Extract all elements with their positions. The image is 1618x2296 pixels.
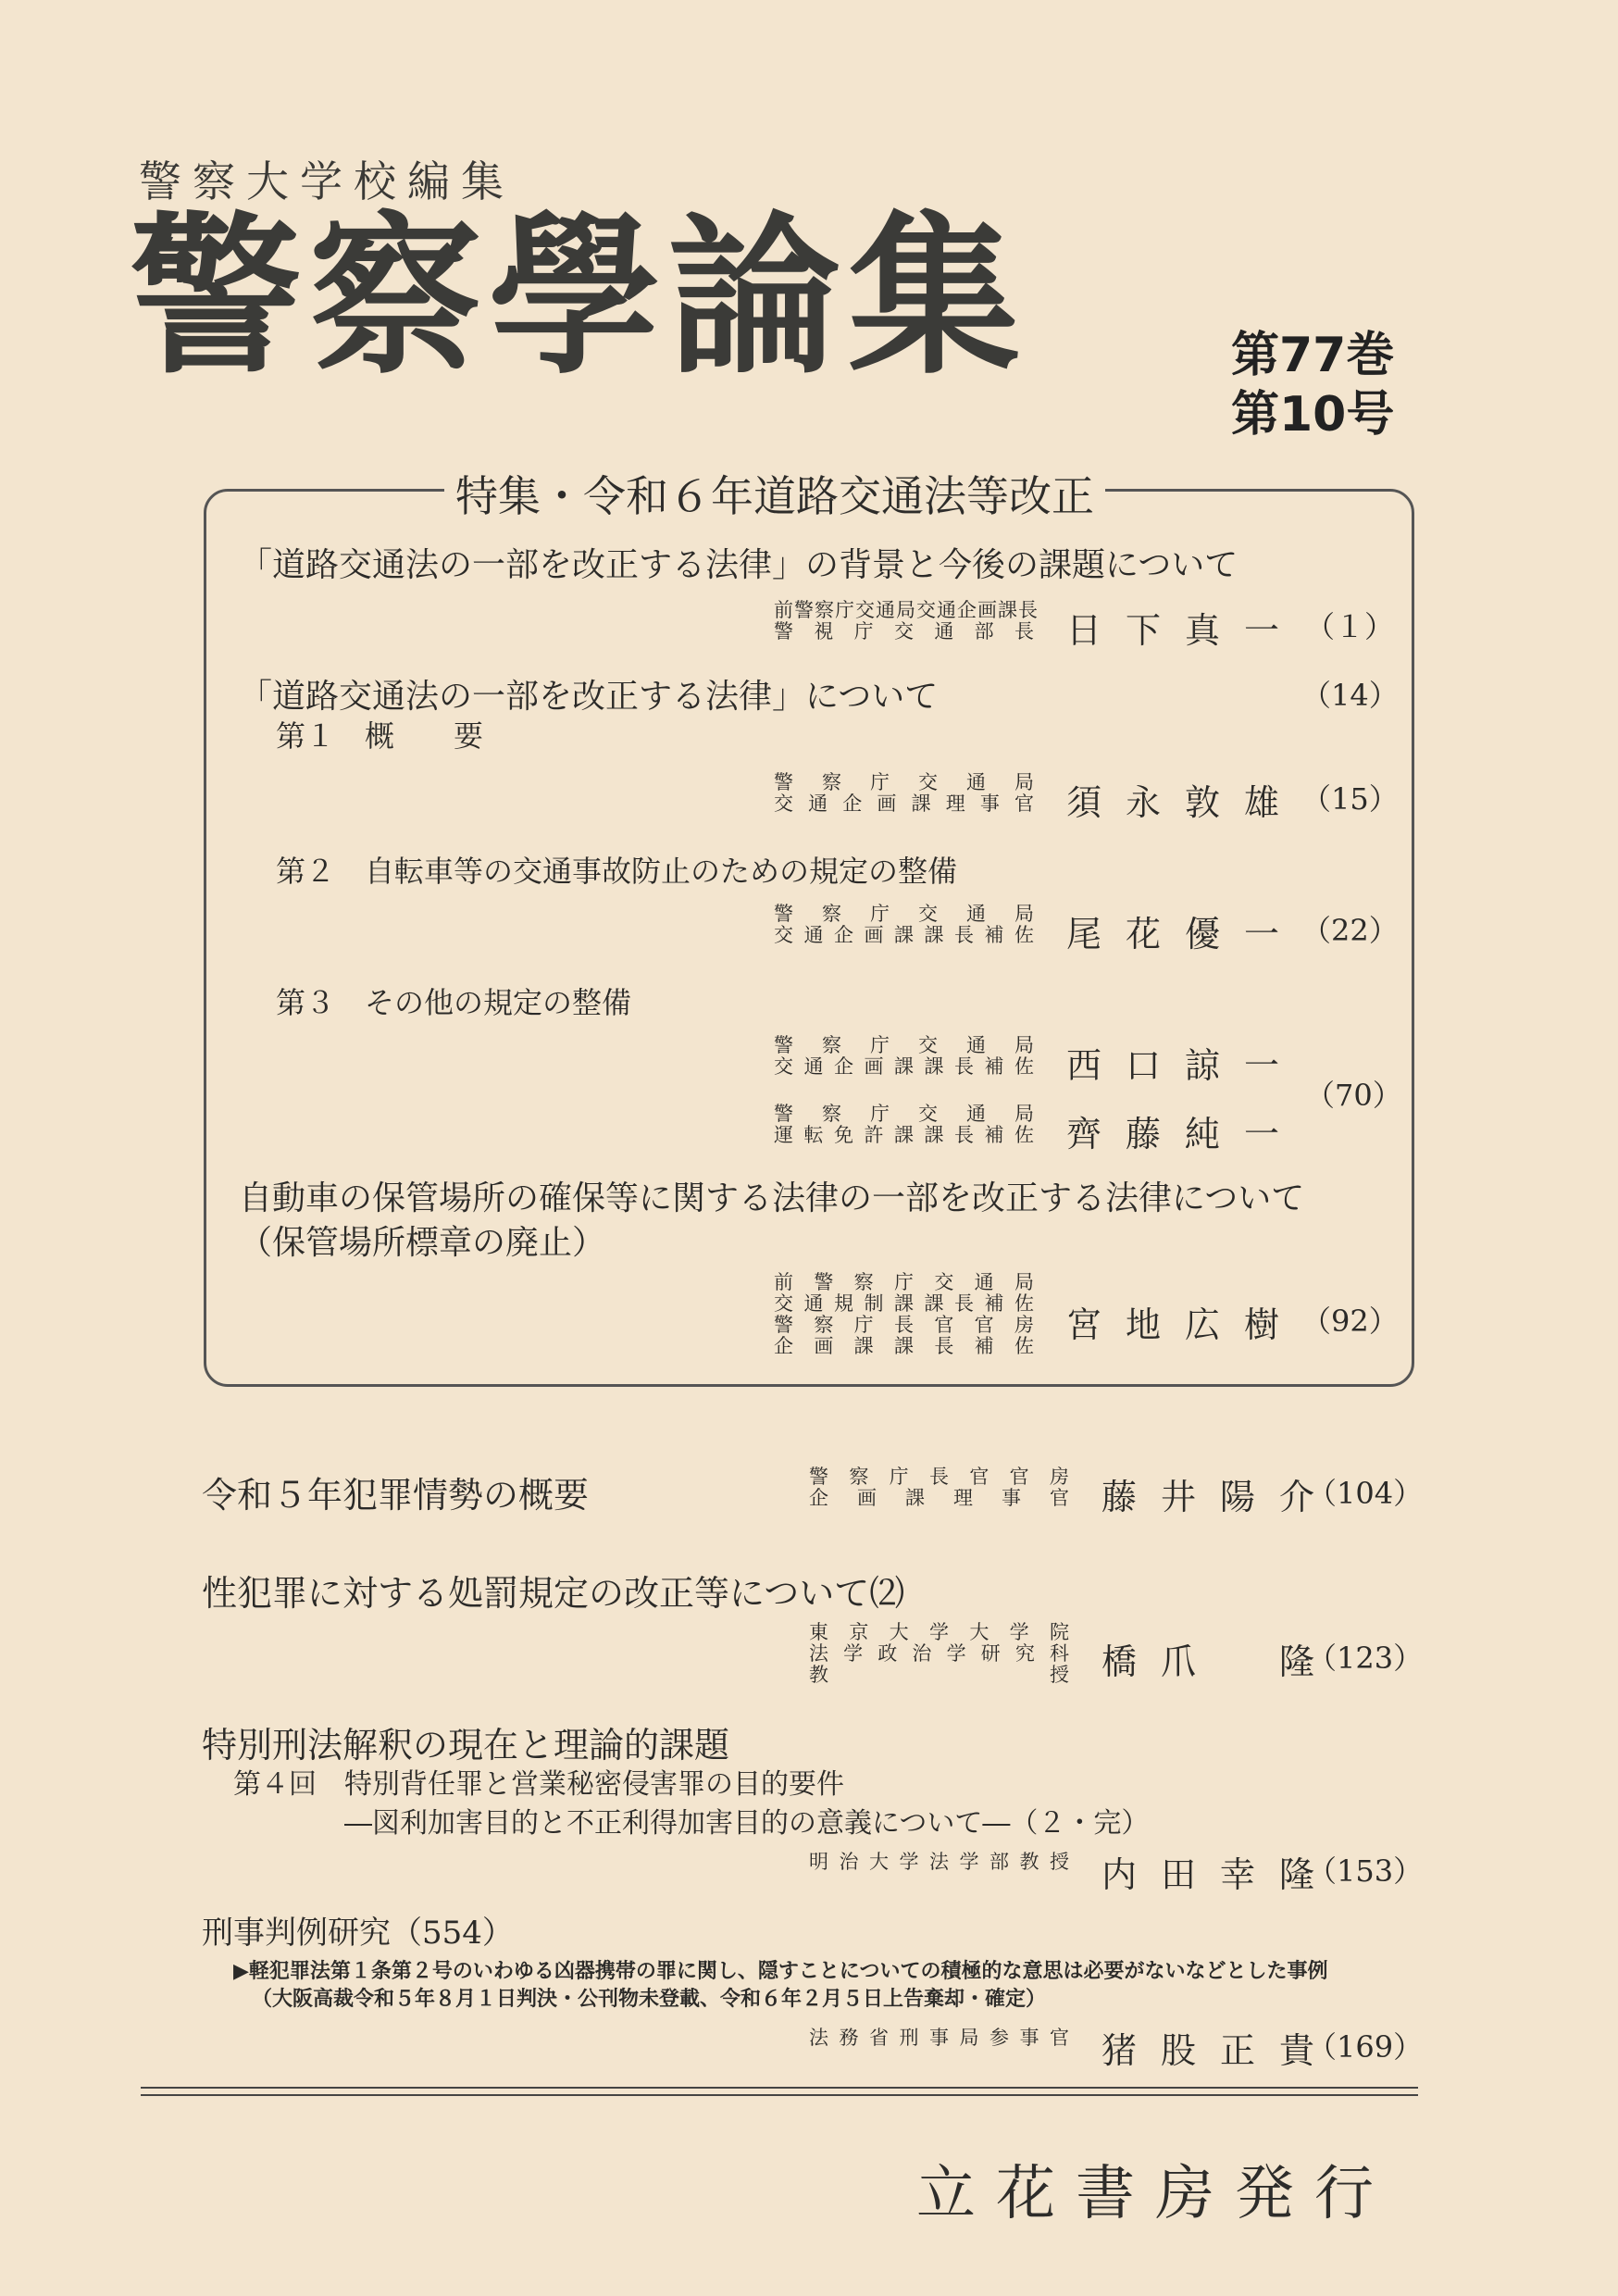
affiliation-line: 法学政治学研究科 <box>809 1642 1070 1665</box>
page-number: （169） <box>1307 2029 1424 2065</box>
author-name: 橋爪 隆 <box>1101 1641 1339 1682</box>
author-name: 西口諒一 <box>1066 1045 1304 1086</box>
affiliation-line: 交通企画課理事官 <box>774 792 1035 815</box>
author-name: 内田幸隆 <box>1101 1854 1339 1895</box>
author-name: 須永敦雄 <box>1066 782 1304 823</box>
author-affiliation <box>774 772 1035 815</box>
affiliation-line: 警察庁交通局 <box>774 1034 1035 1056</box>
article-title: 自動車の保管場所の確保等に関する法律の一部を改正する法律について <box>239 1179 1305 1217</box>
affiliation-line: 交通規制課課長補佐 <box>774 1292 1035 1315</box>
affiliation-line: 交通企画課課長補佐 <box>774 924 1035 946</box>
author-affiliation <box>774 1104 1035 1146</box>
page-number: （15） <box>1301 781 1399 817</box>
page-number: （123） <box>1307 1641 1424 1676</box>
affiliation-line: 警察庁長官官房 <box>809 1466 1070 1488</box>
author-name: 猪股正貴 <box>1101 2030 1339 2071</box>
issue-number: 第10号 <box>1231 387 1395 443</box>
author-affiliation: 法務省刑事局参事官 <box>809 2027 1070 2049</box>
volume-issue <box>1231 326 1394 444</box>
author-name: 宮地広樹 <box>1066 1304 1304 1345</box>
article-title: 特別刑法解釈の現在と理論的課題 <box>202 1725 730 1766</box>
author-affiliation <box>774 904 1035 946</box>
publisher-name: 立花書房発行 <box>916 2160 1394 2228</box>
page-number: （22） <box>1301 913 1399 948</box>
author-affiliation <box>809 1622 1070 1686</box>
article-title: 「道路交通法の一部を改正する法律」について <box>239 678 939 716</box>
affiliation-line: 教授 <box>809 1664 1070 1686</box>
page-number: （70） <box>1305 1078 1402 1113</box>
article-title: 刑事判例研究（554） <box>202 1915 514 1952</box>
author-affiliation <box>774 599 1039 643</box>
author-name: 日下真一 <box>1066 610 1304 651</box>
author-affiliation <box>809 1466 1070 1509</box>
affiliation-line: 企画課理事官 <box>809 1487 1070 1509</box>
page-number: （92） <box>1301 1304 1399 1339</box>
article-subtitle: （保管場所標章の廃止） <box>239 1224 606 1262</box>
author-affiliation <box>774 1035 1035 1078</box>
section-title: 第１ 概 要 <box>276 718 484 754</box>
affiliation-line: 警察庁長官官房 <box>774 1314 1035 1336</box>
page-number: （153） <box>1307 1853 1424 1889</box>
author-affiliation: 明治大学法学部教授 <box>809 1851 1070 1873</box>
article-title: 「道路交通法の一部を改正する法律」の背景と今後の課題について <box>239 546 1238 584</box>
case-citation: （大阪高裁令和５年８月１日判決・公刊物未登載、令和６年２月５日上告棄却・確定） <box>252 1987 1047 2011</box>
author-name: 尾花優一 <box>1066 914 1304 955</box>
author-affiliation <box>774 1272 1035 1357</box>
affiliation-line: 交通企画課課長補佐 <box>774 1055 1035 1078</box>
page-number: （104） <box>1307 1476 1424 1511</box>
special-feature-heading: 特集・令和６年道路交通法等改正 <box>444 463 1105 524</box>
affiliation-line: 前警察庁交通局 <box>774 1271 1035 1293</box>
article-title: 令和５年犯罪情勢の概要 <box>202 1475 590 1516</box>
affiliation-line: 警視庁交通部長 <box>774 620 1035 643</box>
section-subtitle: ―図利加害目的と不正利得加害目的の意義について―（２・完） <box>344 1807 1150 1840</box>
affiliation-line: 東京大学大学院 <box>809 1621 1070 1643</box>
affiliation-line: 運転免許課課長補佐 <box>774 1124 1035 1146</box>
author-name: 齊藤純一 <box>1066 1114 1304 1154</box>
affiliation-line: 警察庁交通局 <box>774 903 1035 925</box>
article-title: 性犯罪に対する処罰規定の改正等について⑵ <box>202 1573 905 1614</box>
case-description: ▶軽犯罪法第１条第２号のいわゆる凶器携帯の罪に関し、隠すことについての積極的な意思は必要がないなどとした事例 <box>233 1959 1328 1983</box>
section-title: 第３ その他の規定の整備 <box>276 985 632 1020</box>
section-title: 第４回 特別背任罪と営業秘密侵害罪の目的要件 <box>233 1768 844 1801</box>
volume-number: 第77巻 <box>1231 328 1395 383</box>
footer-rule-top <box>141 2087 1418 2089</box>
affiliation-line: 警察庁交通局 <box>774 771 1035 793</box>
author-name: 藤井陽介 <box>1101 1477 1339 1517</box>
footer-rule-bottom <box>141 2094 1418 2096</box>
page-number: （１） <box>1305 609 1395 644</box>
affiliation-line: 前警察庁交通局交通企画課長 <box>774 599 1039 621</box>
section-title: 第２ 自転車等の交通事故防止のための規定の整備 <box>276 854 958 889</box>
page-number: （14） <box>1301 678 1399 713</box>
journal-title: 警察學論集 <box>130 196 1028 397</box>
editor-label: 警察大学校編集 <box>139 156 515 206</box>
affiliation-line: 企画課課長補佐 <box>774 1335 1035 1357</box>
affiliation-line: 警察庁交通局 <box>774 1103 1035 1125</box>
